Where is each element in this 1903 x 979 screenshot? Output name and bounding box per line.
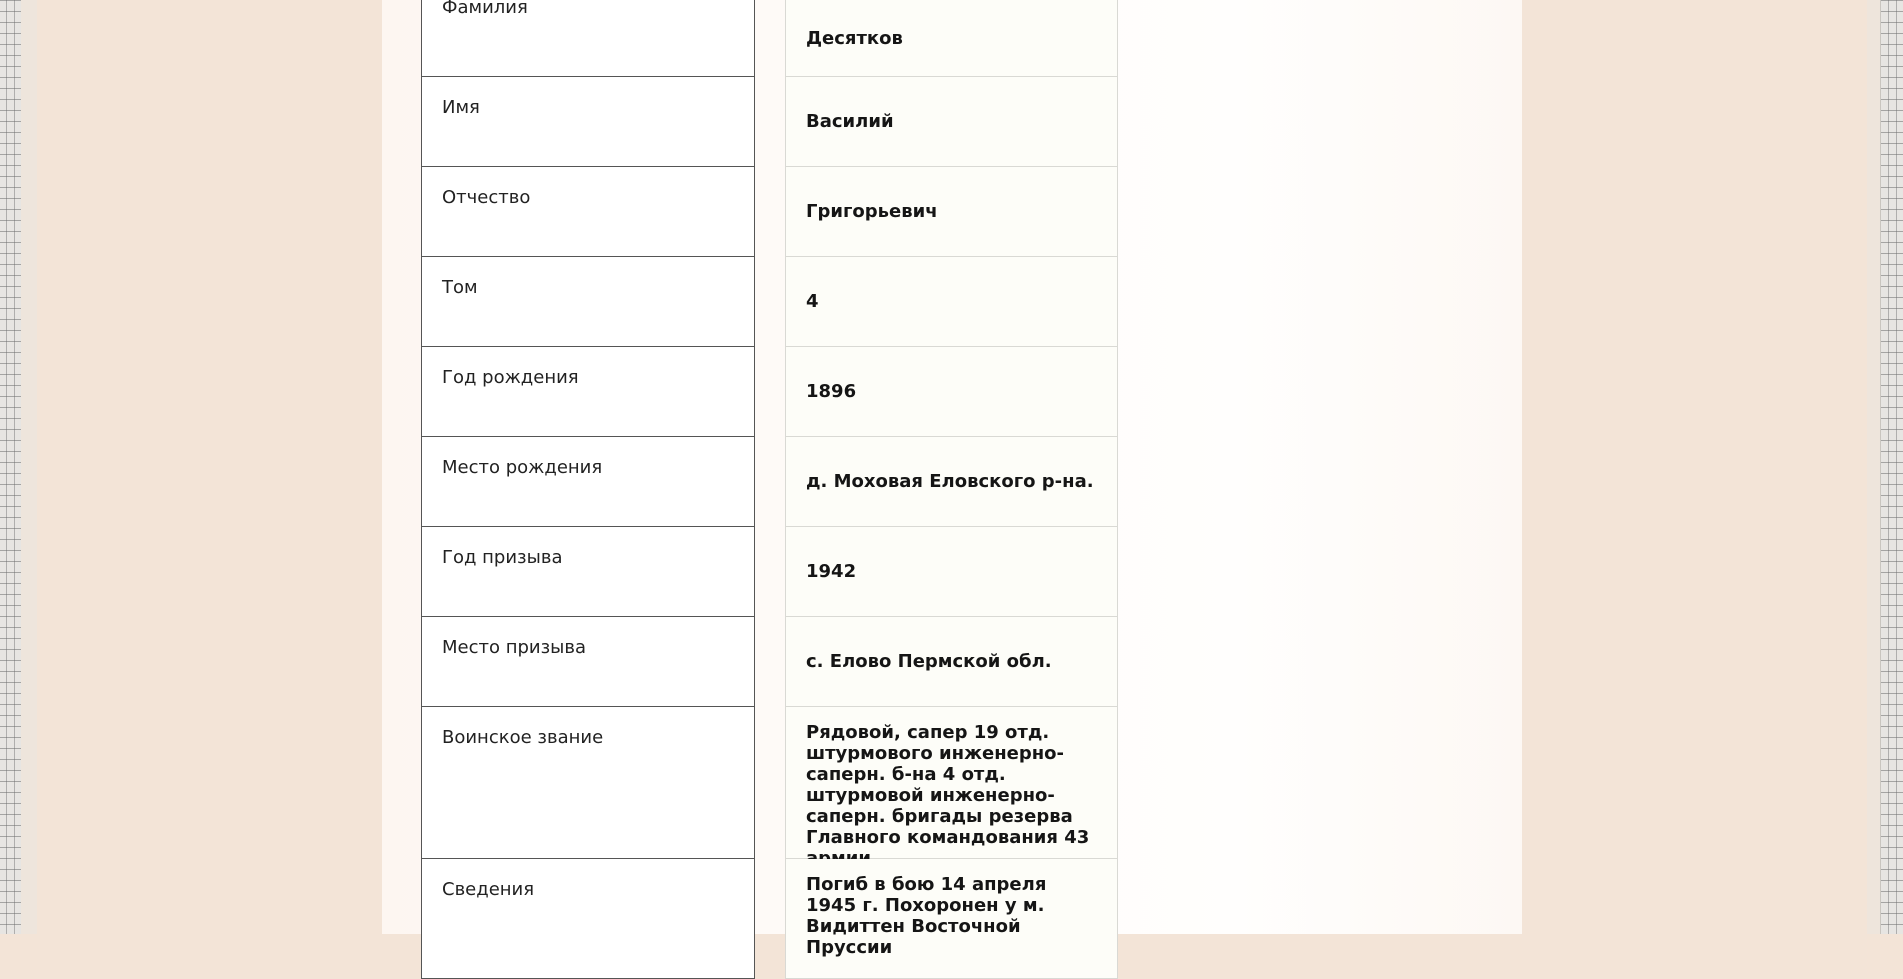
record-value: Василий [785,77,1118,167]
record-label: Год рождения [421,347,755,437]
record-label: Год призыва [421,527,755,617]
record-row-birth-year [421,347,1118,437]
record-label: Отчество [421,167,755,257]
record-row-draft-year [421,527,1118,617]
record-label: Место рождения [421,437,755,527]
record-value: Григорьевич [785,167,1118,257]
left-margin [21,0,37,934]
record-label: Место призыва [421,617,755,707]
left-ruler-strip [0,0,22,934]
record-label: Фамилия [421,0,755,77]
record-row-details [421,859,1118,979]
record-row-name [421,77,1118,167]
right-margin [1867,0,1881,934]
record-label: Сведения [421,859,755,979]
record-value: с. Елово Пермской обл. [785,617,1118,707]
record-row-surname [421,0,1118,77]
record-label: Воинское звание [421,707,755,859]
record-row-volume [421,257,1118,347]
record-value: Погиб в бою 14 апреля 1945 г. Похоронен у м. Видиттен Восточной Пруссии [785,859,1118,979]
record-row-rank [421,707,1118,859]
record-value: д. Моховая Еловского р-на. [785,437,1118,527]
record-row-draft-place [421,617,1118,707]
person-record-table [421,0,1118,979]
record-value: Рядовой, сапер 19 отд. штурмового инженерно-саперн. б-на 4 отд. штурмовой инженерно-саперн. бригады резерва Главного командования 43 [785,707,1118,859]
record-label: Имя [421,77,755,167]
record-label: Том [421,257,755,347]
record-row-birth-place [421,437,1118,527]
record-row-patronymic [421,167,1118,257]
record-value: 1896 [785,347,1118,437]
record-value: 1942 [785,527,1118,617]
record-value: Десятков [785,0,1118,77]
right-ruler-strip [1880,0,1903,934]
record-value: 4 [785,257,1118,347]
